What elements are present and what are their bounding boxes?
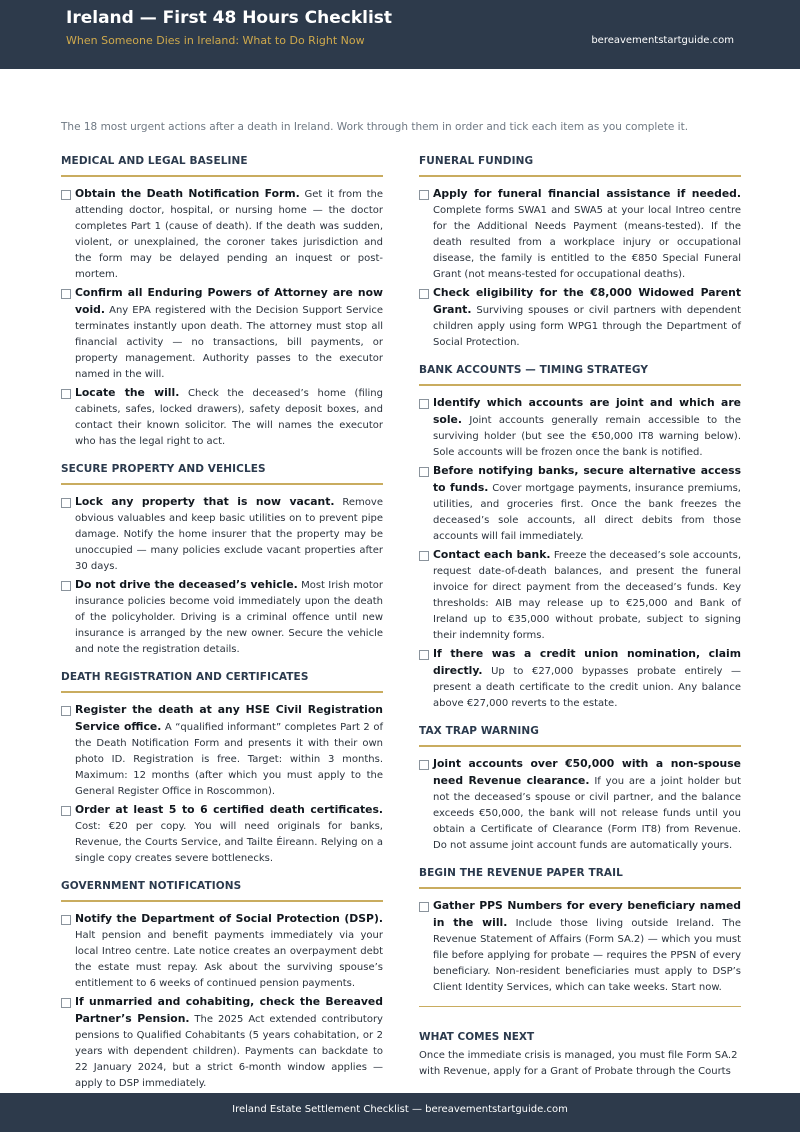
checkbox[interactable]	[61, 190, 71, 200]
checkbox[interactable]	[419, 467, 429, 477]
section-heading: BEGIN THE REVENUE PAPER TRAIL	[419, 864, 741, 889]
checklist-item	[61, 186, 383, 283]
section-heading: MEDICAL AND LEGAL BASELINE	[61, 152, 383, 177]
item-text: Up to €27,000 bypasses probate entirely — present a death certificate to the credit union. Any balance above €27,000 reverts to the estate.	[433, 666, 741, 709]
footer-bar	[0, 1093, 800, 1132]
item-text: Cover mortgage payments, insurance premiums, utilities, and groceries first. Once the bank freezes the deceased’s sole accounts, all direct debits from those accounts will fail immediately.	[433, 483, 741, 542]
checklist-section	[419, 864, 741, 996]
checklist-section	[61, 877, 383, 1092]
checkbox[interactable]	[419, 190, 429, 200]
checklist-item	[419, 646, 741, 712]
checklist-item	[61, 385, 383, 450]
checkbox[interactable]	[419, 551, 429, 561]
checkbox[interactable]	[61, 498, 71, 508]
item-lead: Gather PPS Numbers for every beneficiary named in the will.	[433, 899, 741, 929]
item-lead: Do not drive the deceased’s vehicle.	[75, 578, 298, 591]
item-text: Joint accounts generally remain accessible to the surviving holder (but see the €50,000 IT8 warning below). Sole accounts will be frozen once the bank is notified.	[433, 415, 741, 458]
item-text: Any EPA registered with the Decision Support Service terminates instantly upon death. The attorney must stop all financial activity — no transactions, bill payments, or property management. Authority passes to the executor named in the will.	[75, 305, 383, 380]
item-lead: Lock any property that is now vacant.	[75, 495, 335, 508]
checklist-item	[61, 911, 383, 992]
header-bar	[0, 0, 800, 69]
checkbox[interactable]	[419, 902, 429, 912]
section-heading: FUNERAL FUNDING	[419, 152, 741, 177]
checklist-item	[419, 395, 741, 461]
item-text: Most Irish motor insurance policies become void immediately upon the death of the policyholder. Driving is a criminal offence until new insurance is arranged by the new owner. Secure the vehicle and note the registration details.	[75, 580, 383, 655]
checklist-item	[419, 547, 741, 644]
section-heading: TAX TRAP WARNING	[419, 722, 741, 747]
item-text: Halt pension and benefit payments immediately via your local Intreo centre. Late notice creates an overpayment debt the estate must repay. Ask about the surviving spouse’s entitlement to 6 weeks of continued pension payments.	[75, 930, 383, 989]
checklist-item	[419, 463, 741, 545]
checklist-section	[61, 460, 383, 658]
checkbox[interactable]	[61, 806, 71, 816]
item-text: Include those living outside Ireland. The Revenue Statement of Affairs (Form SA.2) — which you must file before applying for probate — requires the PPSN of every beneficiary. Non-resident beneficiaries must apply to DSP’s Client Identity Services, which can take weeks. Start now.	[433, 918, 741, 993]
item-lead: Locate the will.	[75, 386, 180, 399]
checklist-item	[61, 702, 383, 800]
checklist-item	[61, 285, 383, 383]
checklist-section	[61, 152, 383, 450]
checklist-item	[61, 994, 383, 1092]
checklist-item	[419, 898, 741, 996]
item-text: Freeze the deceased’s sole accounts, request date-of-death balances, and present the funeral invoice for direct payment from the deceased’s funds. Key thresholds: AIB may release up to €25,000 and Bank of Ireland up to €35,000 without probate, subject to signing their indemnity forms.	[433, 550, 741, 641]
checkbox[interactable]	[419, 289, 429, 299]
checklist-section	[419, 152, 741, 351]
item-lead: Identify which accounts are joint and which are sole.	[433, 396, 741, 426]
checklist-section	[419, 361, 741, 712]
checkbox[interactable]	[61, 706, 71, 716]
intro-text: The 18 most urgent actions after a death in Ireland. Work through them in order and tick each item as you complete it.	[61, 121, 689, 133]
item-lead: Order at least 5 to 6 certified death certificates.	[75, 803, 383, 816]
checkbox[interactable]	[419, 650, 429, 660]
checkbox[interactable]	[419, 399, 429, 409]
item-lead: Confirm all Enduring Powers of Attorney are now void.	[75, 286, 383, 316]
page-title: Ireland — First 48 Hours Checklist	[66, 8, 393, 28]
item-text: Cost: €20 per copy. You will need originals for banks, Revenue, the Courts Service, and Tailte Éireann. Relying on a single copy creates severe bottlenecks.	[75, 821, 383, 864]
site-name: bereavementstartguide.com	[591, 35, 734, 46]
right-sections	[419, 152, 741, 996]
item-text: Remove obvious valuables and keep basic utilities on to prevent pipe damage. Notify the home insurer that the property may be unoccupied — many policies exclude vacant properties after 30 days.	[75, 497, 383, 572]
checklist-item	[419, 285, 741, 351]
divider	[419, 1006, 741, 1007]
item-lead: Notify the Department of Social Protection (DSP).	[75, 912, 383, 925]
item-lead: Obtain the Death Notification Form.	[75, 187, 300, 200]
checklist-item	[61, 577, 383, 658]
right-column	[419, 152, 741, 1080]
checklist-item	[61, 494, 383, 575]
checkbox[interactable]	[61, 998, 71, 1008]
checklist-section	[419, 722, 741, 854]
item-lead: Joint accounts over €50,000 with a non-spouse need Revenue clearance.	[433, 757, 741, 787]
item-text: Get it from the attending doctor, hospital, or nursing home — the doctor completes Part 1 (cause of death). If the death was sudden, violent, or unexplained, the coroner takes jurisdiction and the form may be delayed pending an inquest or post-mortem.	[75, 189, 383, 280]
item-text: A “qualified informant” completes Part 2 of the Death Notification Form and presents it with their own photo ID. Registration is free. Target: within 3 months. Maximum: 12 months (after which you must apply to the General Register Office in Roscommon).	[75, 722, 383, 797]
item-lead: Register the death at any HSE Civil Registration Service office.	[75, 703, 383, 733]
checklist-item	[61, 802, 383, 867]
checkbox[interactable]	[61, 289, 71, 299]
item-lead: If unmarried and cohabiting, check the Bereaved Partner’s Pension.	[75, 995, 383, 1025]
checkbox[interactable]	[61, 581, 71, 591]
section-heading: SECURE PROPERTY AND VEHICLES	[61, 460, 383, 485]
left-column	[61, 152, 383, 1102]
checkbox[interactable]	[419, 760, 429, 770]
checkbox[interactable]	[61, 389, 71, 399]
checkbox[interactable]	[61, 915, 71, 925]
checklist-item	[419, 186, 741, 283]
item-lead: Contact each bank.	[433, 548, 551, 561]
item-text: Surviving spouses or civil partners with dependent children apply using form WPG1 through the Department of Social Protection.	[433, 305, 741, 348]
footer-text: Ireland Estate Settlement Checklist — bereavementstartguide.com	[232, 1104, 568, 1115]
item-text: Check the deceased’s home (filing cabinets, safes, locked drawers), safety deposit boxes, and contact their known solicitor. The will names the executor who has the legal right to act.	[75, 388, 383, 447]
checklist-section	[61, 668, 383, 867]
item-lead: Before notifying banks, secure alternative access to funds.	[433, 464, 741, 494]
section-heading: DEATH REGISTRATION AND CERTIFICATES	[61, 668, 383, 693]
item-lead: Apply for funeral financial assistance if needed.	[433, 187, 741, 200]
what-comes-next-text: Once the immediate crisis is managed, you must file Form SA.2 with Revenue, apply for a Grant of Probate through the Courts	[419, 1050, 738, 1077]
item-text: Complete forms SWA1 and SWA5 at your local Intreo centre for the Additional Needs Payment (means-tested). If the death resulted from a workplace injury or occupational disease, the family is entitled to the €850 Special Funeral Grant (not means-tested for occupational deaths).	[433, 205, 741, 280]
item-text: If you are a joint holder but not the deceased’s spouse or civil partner, and the balance exceeds €50,000, the bank will not release funds until you obtain a Certificate of Clearance (Form IT8) from Revenue. Do not assume joint account funds are automatically yours.	[433, 776, 741, 851]
checklist-item	[419, 756, 741, 854]
section-heading: GOVERNMENT NOTIFICATIONS	[61, 877, 383, 902]
item-lead: Check eligibility for the €8,000 Widowed Parent Grant.	[433, 286, 741, 316]
section-heading: BANK ACCOUNTS — TIMING STRATEGY	[419, 361, 741, 386]
what-comes-next-heading: WHAT COMES NEXT	[419, 1031, 535, 1043]
page-subtitle: When Someone Dies in Ireland: What to Do Right Now	[66, 34, 365, 47]
item-lead: If there was a credit union nomination, claim directly.	[433, 647, 741, 677]
item-text: The 2025 Act extended contributory pensions to Qualified Cohabitants (5 years cohabitation, or 2 years with dependent children). Payments can backdate to 22 January 2024, but a strict 6-month window applies — apply to DSP immediately.	[75, 1014, 383, 1089]
